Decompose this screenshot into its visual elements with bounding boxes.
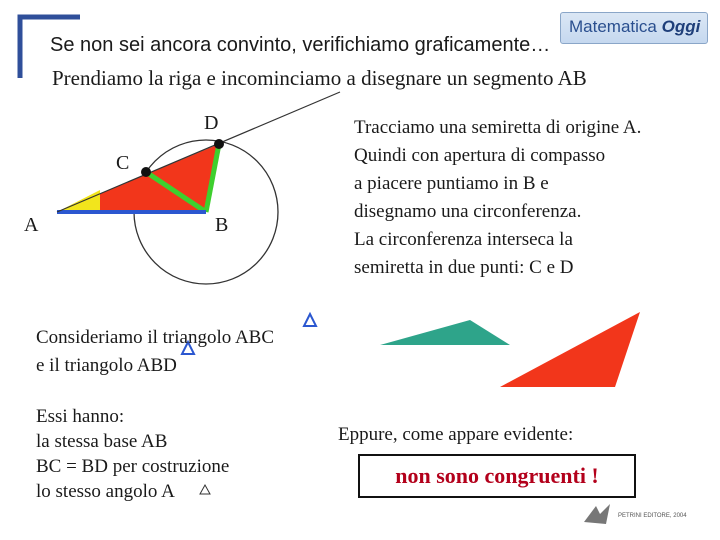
- logo-word-1: Matematica: [569, 17, 657, 36]
- point-c: [141, 167, 151, 177]
- publisher-text: PETRINI EDITORE, 2004: [618, 513, 687, 519]
- label-a: A: [24, 214, 39, 236]
- properties-line: la stessa base AB: [36, 431, 168, 452]
- label-c: C: [116, 152, 130, 174]
- logo-word-2: Oggi: [661, 17, 701, 36]
- teal-triangle: [380, 320, 510, 345]
- publisher-footer: [580, 500, 700, 530]
- hat-triangle-icon: [304, 314, 316, 326]
- point-d: [214, 139, 224, 149]
- properties-line: Essi hanno:: [36, 406, 125, 427]
- slide-subtitle: Prendiamo la riga e incominciamo a disegnare un segmento AB: [52, 66, 587, 90]
- label-b: B: [215, 214, 229, 236]
- description-line: La circonferenza interseca la: [354, 229, 573, 250]
- label-d: D: [204, 112, 219, 134]
- consider-line: e il triangolo ABD: [36, 355, 177, 376]
- red-triangle: [500, 312, 640, 387]
- description-line: a piacere puntiamo in B e: [354, 173, 549, 194]
- properties-line: lo stesso angolo A: [36, 481, 175, 502]
- slide-title: Se non sei ancora convinto, verifichiamo graficamente…: [50, 34, 551, 56]
- conclusion-box: non sono congruenti !: [358, 454, 636, 498]
- description-line: Quindi con apertura di compasso: [354, 145, 606, 166]
- consider-line: Consideriamo il triangolo ABC: [36, 327, 275, 348]
- description-line: semiretta in due punti: C e D: [354, 257, 574, 278]
- publisher-emblem-icon: [580, 500, 616, 530]
- description-line: disegnamo una circonferenza.: [354, 201, 582, 222]
- construction-description: [354, 114, 641, 282]
- properties-line: BC = BD per costruzione: [36, 456, 230, 477]
- eppure-text: Eppure, come appare evidente:: [338, 424, 574, 445]
- description-line: Tracciamo una semiretta di origine A.: [354, 117, 642, 138]
- properties-text: [36, 404, 229, 504]
- consider-text: [36, 324, 274, 380]
